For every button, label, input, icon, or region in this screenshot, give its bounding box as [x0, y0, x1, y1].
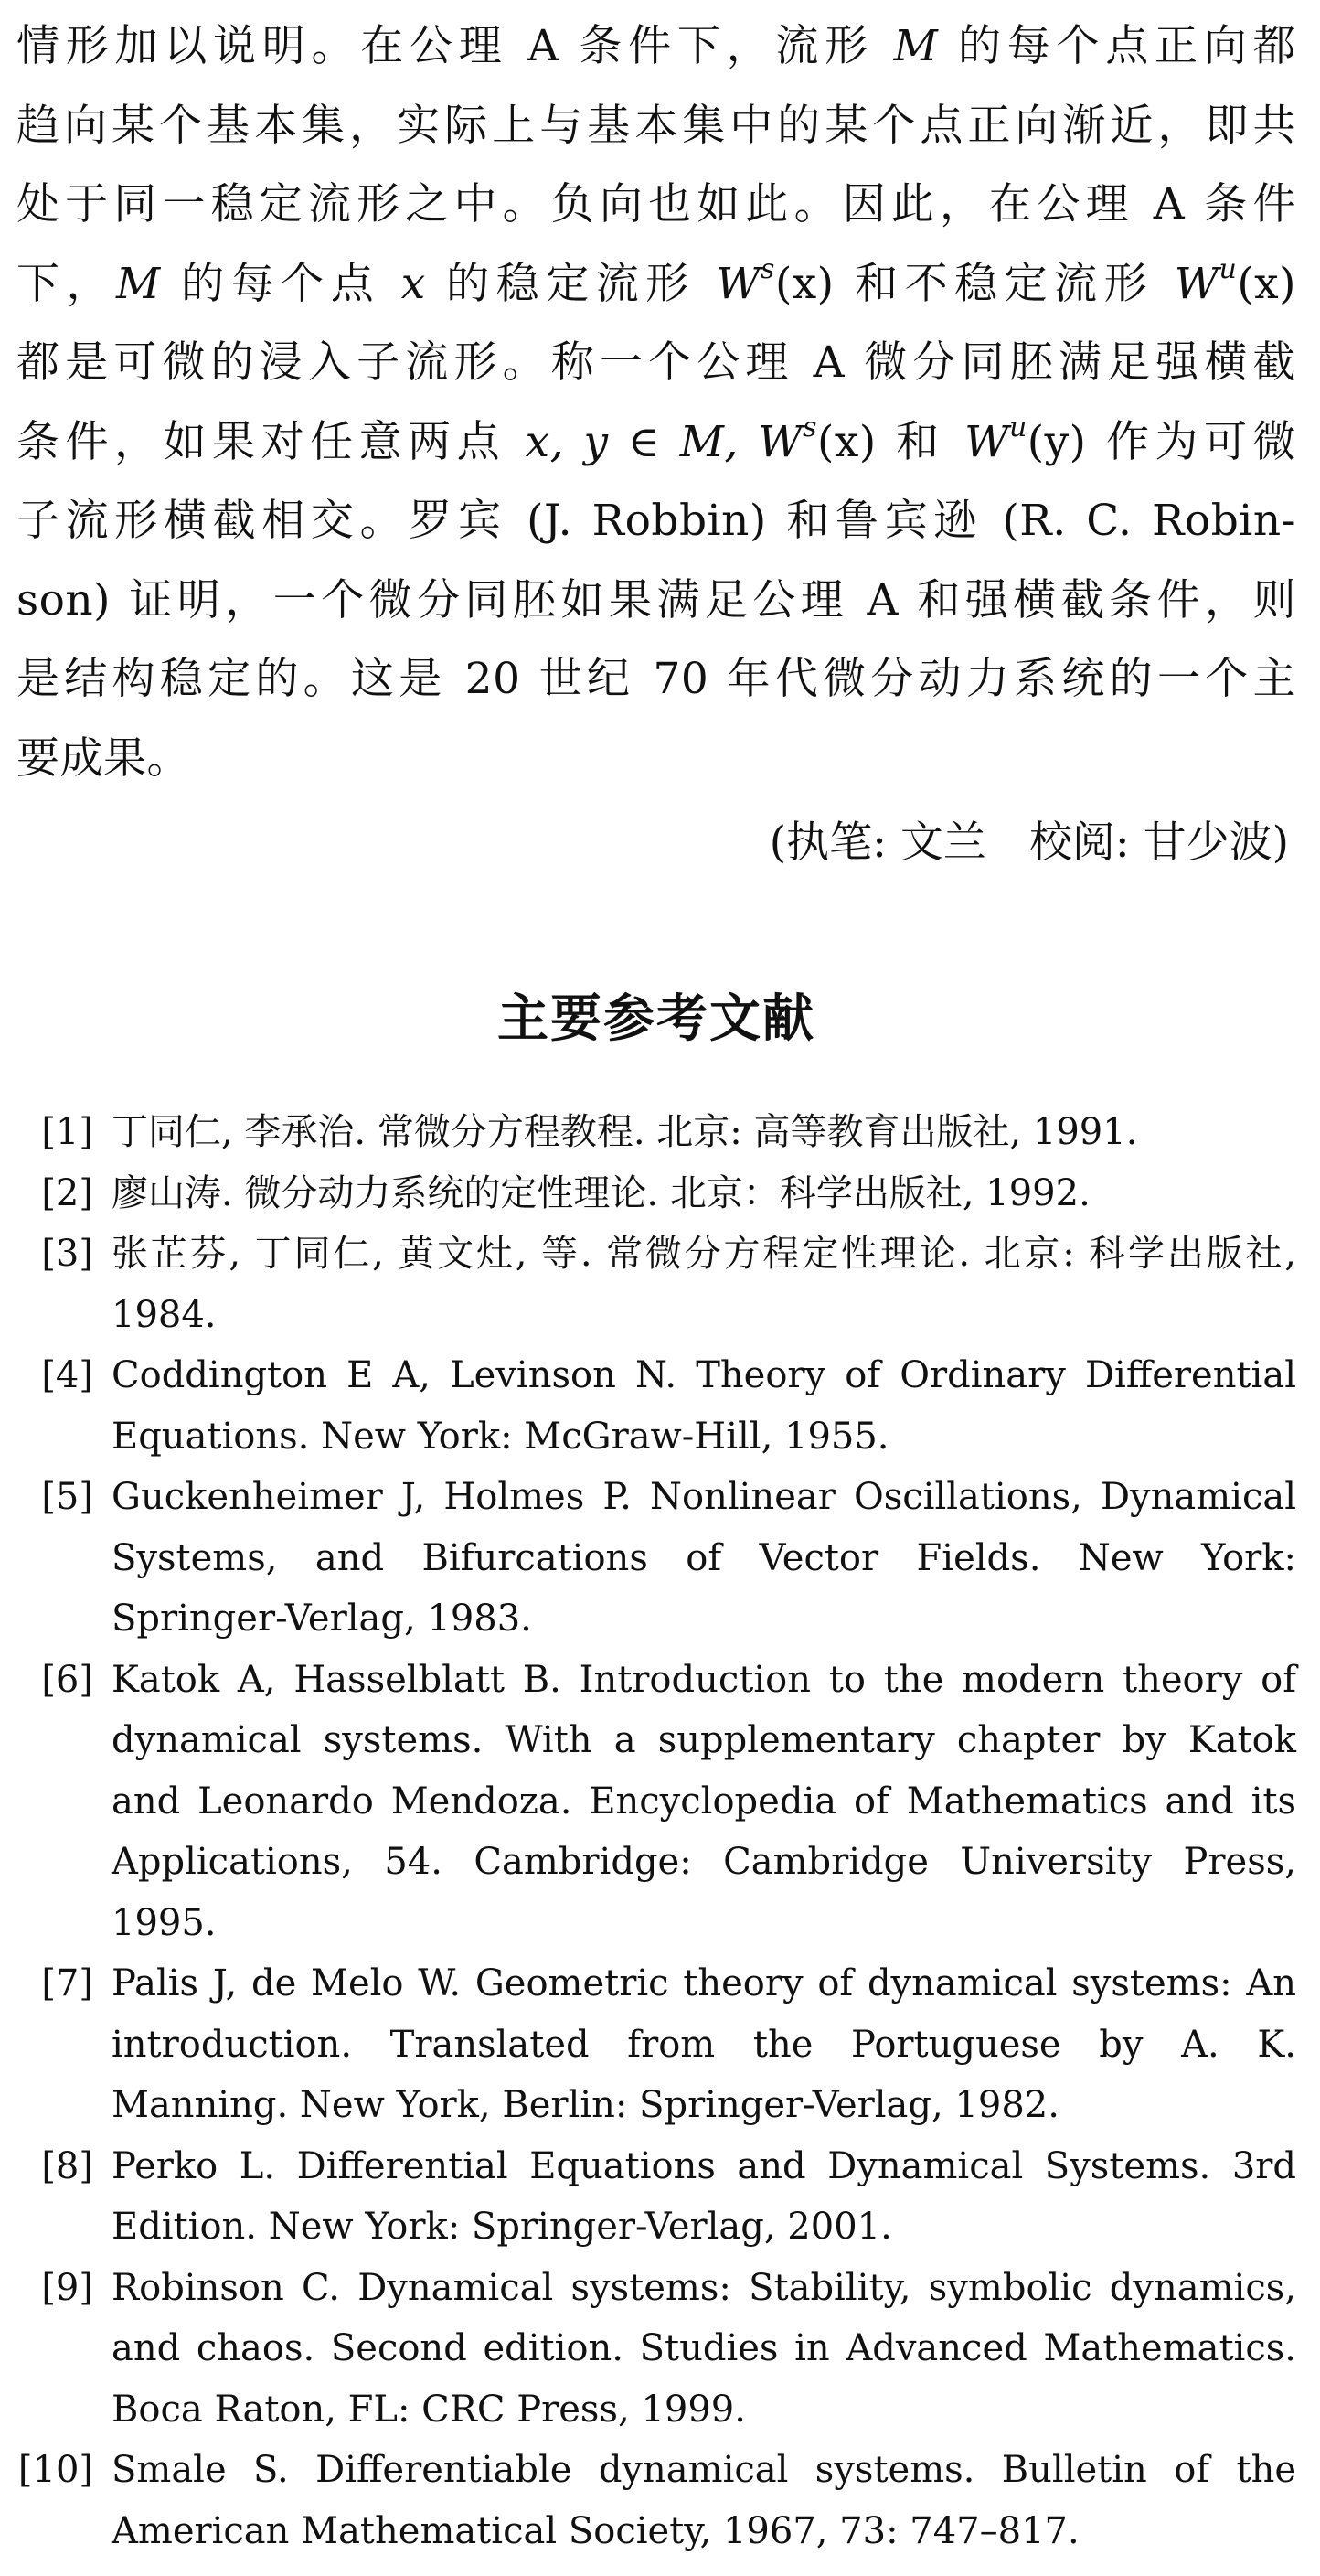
reference-number: [1] [41, 1111, 93, 1153]
reference-number: [5] [41, 1476, 93, 1518]
author-signature: (执笔: 文兰 校阅: 甘少波) [769, 818, 1289, 868]
reference-text: Katok A, Hasselblatt B. Introduction to the modern theory of dynamical systems. With a supplementary chapter by Katok and Leonardo Mendoza. Encyclopedia of Mathematics and its Applications, 54. Cambridge: Cambridge University Press, 1995. [112, 1658, 1296, 1944]
paragraph-line: 趋向某个基本集，实际上与基本集中的某个点正向渐近，即共 [16, 100, 1296, 151]
paragraph-line: 下，M 的每个点 x 的稳定流形 $W^s(x)$ 和不稳定流形 $W^u(x)$ [16, 252, 1297, 309]
reference-text: 张芷芬, 丁同仁, 黄文灶, 等. 常微分方程定性理论. 北京: 科学出版社, 1984. [112, 1233, 1296, 1336]
reference-number: [4] [41, 1354, 93, 1396]
paragraph-line: 都是可微的浸入子流形。称一个公理 A 微分同胚满足强横截 [16, 337, 1296, 388]
paragraph-line: 情形加以说明。在公理 A 条件下，流形 M 的每个点正向都 [16, 21, 1296, 71]
reference-text: Guckenheimer J, Holmes P. Nonlinear Oscillations, Dynamical Systems, and Bifurcations of Vector Fields. New York: Springer-Verlag, 1983. [112, 1476, 1296, 1640]
reference-text: Palis J, de Melo W. Geometric theory of dynamical systems: An introduction. Translated from the Portuguese by A. K. Manning. New York, Berlin: Springer-Verlag, 1982. [112, 1962, 1296, 2126]
reference-item [16, 1224, 1296, 1345]
reference-item [16, 1102, 1296, 1163]
reference-text: Coddington E A, Levinson N. Theory of Ordinary Differential Equations. New York: McGraw-Hill, 1955. [112, 1354, 1296, 1458]
reference-number: [6] [41, 1658, 93, 1701]
reference-text: 廖山涛. 微分动力系统的定性理论. 北京：科学出版社, 1992. [112, 1171, 1091, 1214]
paragraph-line: 子流形横截相交。罗宾 (J. Robbin) 和鲁宾逊 (R. C. Robin- [16, 496, 1296, 546]
reference-text: Robinson C. Dynamical systems: Stability, symbolic dynamics, and chaos. Second edition. Studies in Advanced Mathematics. Boca Raton, FL: CRC Press, 1999. [112, 2266, 1296, 2431]
reference-text: Smale S. Differentiable dynamical systems. Bulletin of the American Mathematical Society, 1967, 73: 747–817. [112, 2449, 1296, 2552]
reference-number: [3] [41, 1233, 93, 1275]
paragraph-line: 要成果。 [16, 732, 190, 784]
reference-item [16, 2258, 1296, 2441]
reference-item [16, 1953, 1296, 2136]
reference-text: Perko L. Differential Equations and Dynamical Systems. 3rd Edition. New York: Springer-Verlag, 2001. [112, 2144, 1296, 2248]
reference-number: [2] [41, 1171, 93, 1214]
references-list [16, 1102, 1296, 2561]
document-page [16, 7, 1296, 2576]
paragraph-line: 是结构稳定的。这是 20 世纪 70 年代微分动力系统的一个主 [16, 654, 1296, 704]
reference-item [16, 2440, 1296, 2561]
reference-number: [10] [17, 2449, 93, 2491]
reference-item [16, 1650, 1296, 1954]
paragraph-line: son) 证明，一个微分同胚如果满足公理 A 和强横截条件，则 [16, 574, 1296, 625]
reference-item [16, 2136, 1296, 2258]
reference-number: [7] [41, 1962, 93, 2004]
paragraph-line: 条件，如果对任意两点 x, y ∈ M, $W^s(x)$ 和 $W^u(y)$ 作为可微 [16, 411, 1296, 467]
body-paragraph [16, 7, 1296, 798]
references-heading: 主要参考文献 [497, 989, 815, 1049]
reference-item [16, 1163, 1296, 1224]
paragraph-line: 处于同一稳定流形之中。负向也如此。因此，在公理 A 条件 [16, 179, 1296, 230]
reference-number: [9] [41, 2266, 93, 2309]
reference-number: [8] [41, 2144, 93, 2187]
reference-text: 丁同仁, 李承治. 常微分方程教程. 北京: 高等教育出版社, 1991. [112, 1111, 1138, 1153]
reference-item [16, 1345, 1296, 1467]
reference-item [16, 1467, 1296, 1650]
